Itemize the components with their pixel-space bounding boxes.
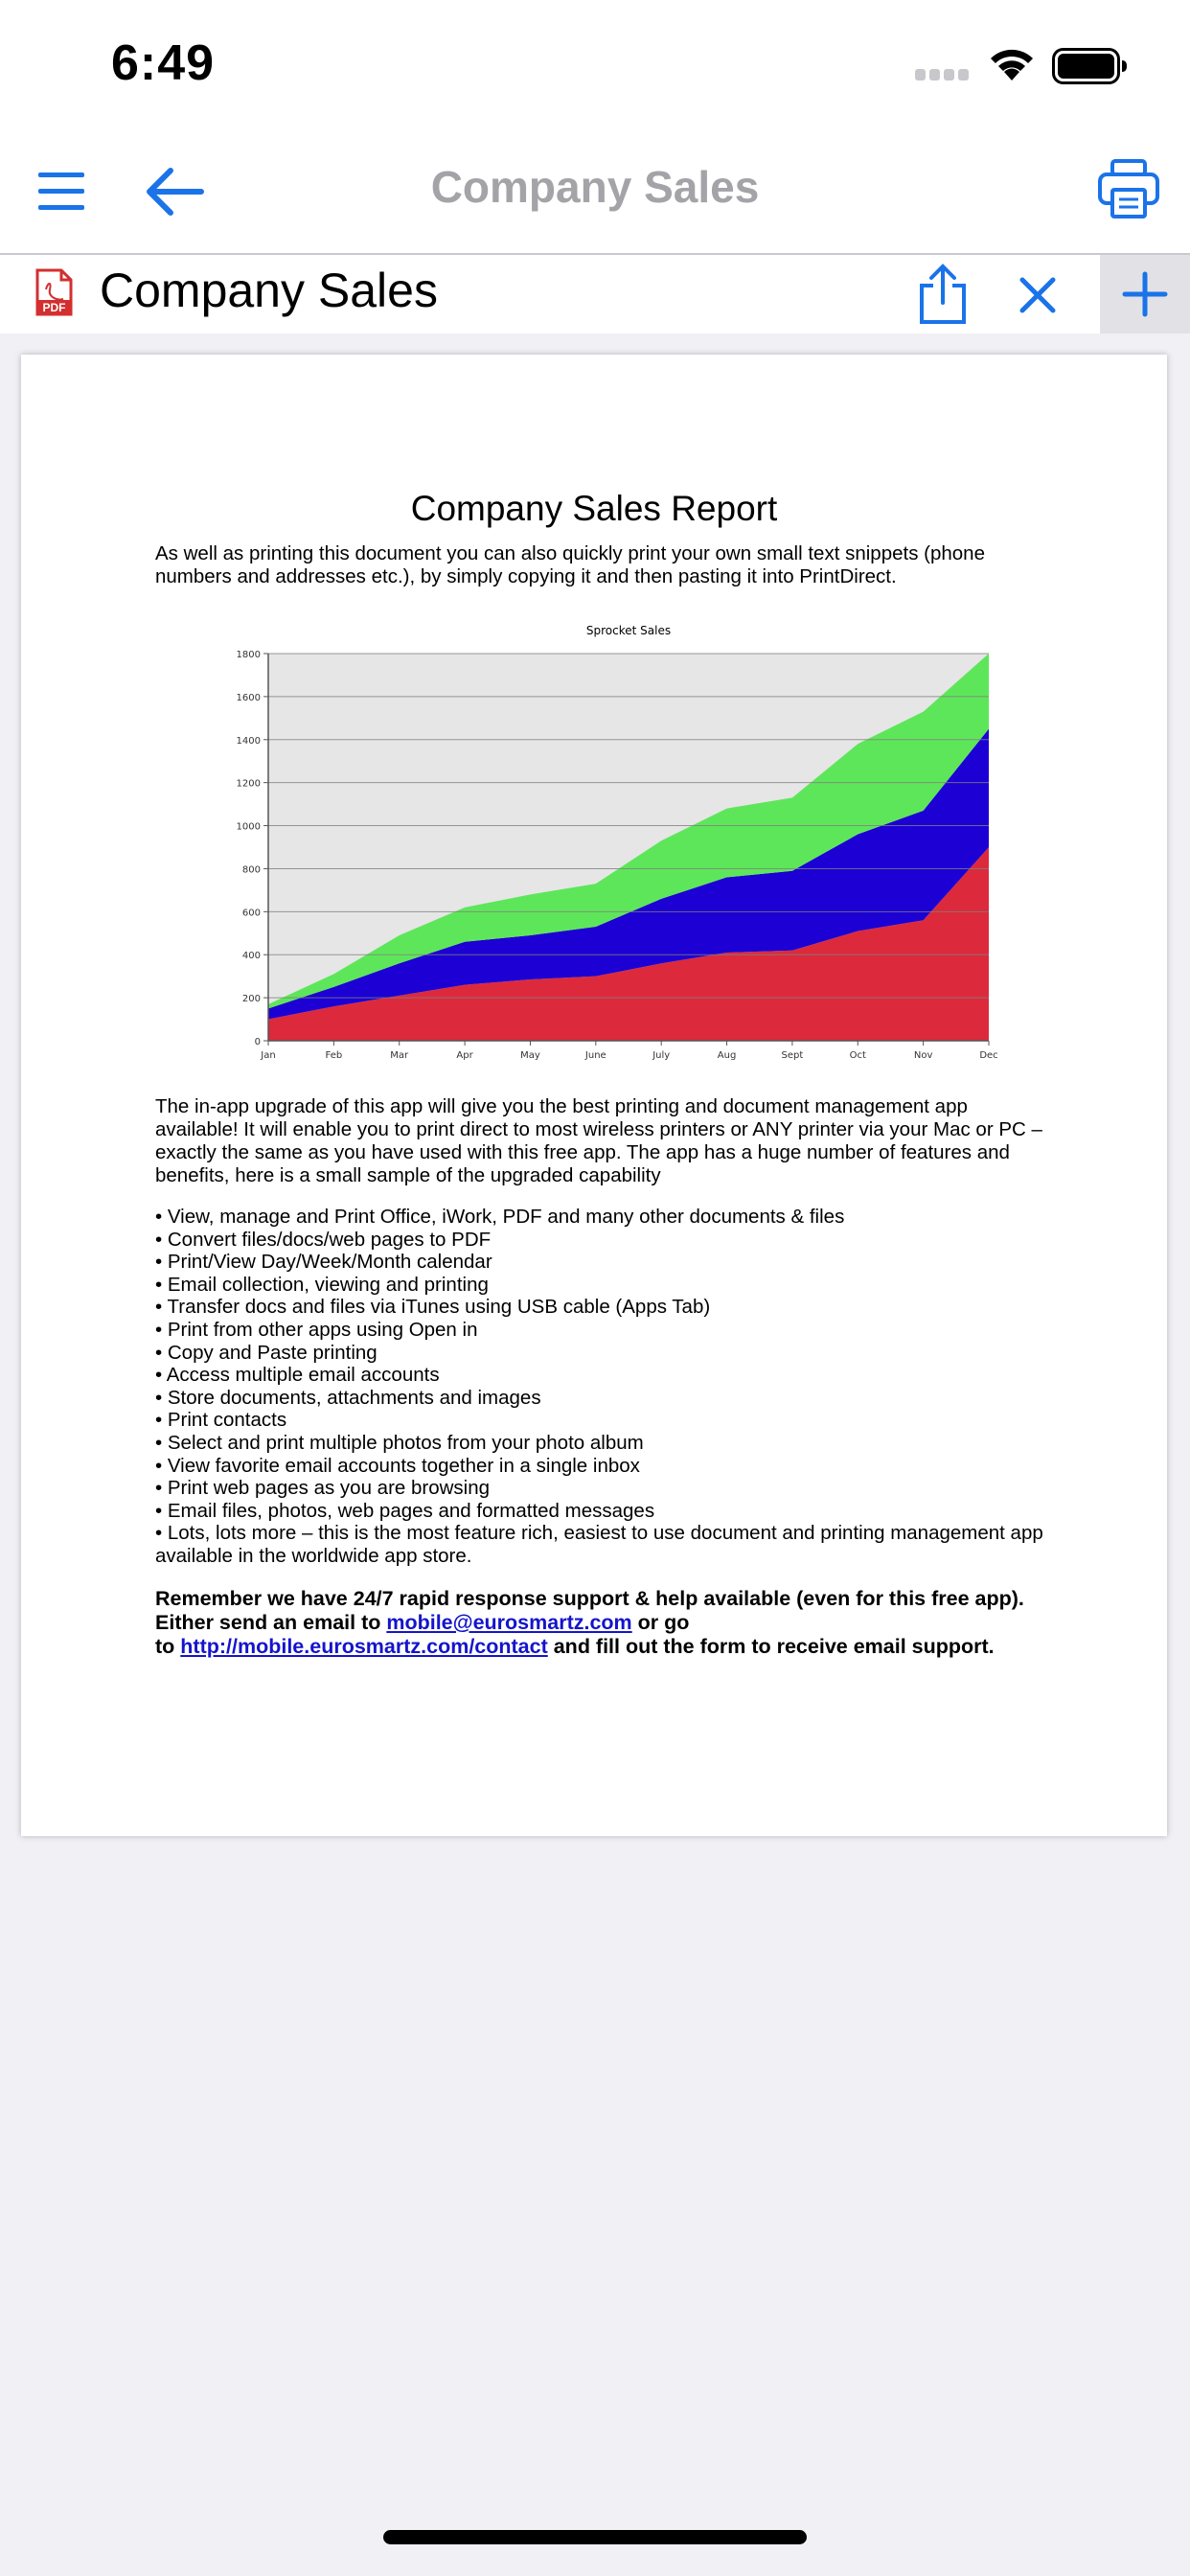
status-bar [0,0,1190,134]
nav-title: Company Sales [430,162,760,212]
feature-list-item: • Transfer docs and files via iTunes using USB cable (Apps Tab) [155,1296,711,1319]
chart-title: Sprocket Sales [585,624,672,637]
share-icon[interactable] [916,263,970,326]
chart-y-tick-label: 1000 [236,821,261,833]
feature-list-item: • Print contacts [155,1409,287,1432]
upgrade-paragraph: The in-app upgrade of this app will give you the best printing and document management app available! It will enable you to print direct to most wireless printers or ANY printer via your Mac or PC – exactly the same as you have used with this free app. The app has a huge number of features and benefits, here is a small sample of the upgraded capability [155,1095,1042,1186]
feature-list-item: • Print from other apps using Open in [155,1318,478,1341]
support-line-1: Remember we have 24/7 rapid response support & help available (even for this free app). [155,1587,1024,1610]
chart-x-tick-label: Sept [781,1050,804,1061]
navigation-bar [0,134,1190,255]
document-page[interactable] [21,355,1167,1836]
feature-list-item: • Print web pages as you are browsing [155,1477,491,1500]
chart-x-tick-label: Nov [913,1050,933,1061]
report-title: Company Sales Report [410,489,778,528]
chart-y-tick-label: 1600 [236,692,261,703]
chart-y-tick-label: 400 [241,951,261,962]
chart-x-tick-label: Feb [325,1050,343,1061]
chart-x-tick-label: Dec [979,1050,998,1061]
printer-icon[interactable] [1097,157,1160,220]
chart-x-tick-label: June [584,1050,606,1061]
chart-y-tick-label: 1200 [236,778,261,790]
chart-x-tick-label: Aug [717,1050,737,1061]
add-tab-button[interactable] [1100,255,1190,334]
intro-paragraph: As well as printing this document you can also quickly print your own small text snippets (phone numbers and addresses etc.), by simply copying it and then pasting it into PrintDirect. [155,542,985,587]
battery-icon [1052,48,1129,84]
plus-icon [1100,255,1190,334]
chart-x-tick-label: Jan [261,1050,276,1061]
chart-x-tick-label: July [652,1050,671,1061]
feature-list-item: • Copy and Paste printing [155,1341,378,1364]
pdf-file-icon [34,268,73,316]
cellular-signal-icon [915,69,971,80]
status-time: 6:49 [111,35,216,91]
feature-list [155,1206,1056,1568]
feature-list-item: • Print/View Day/Week/Month calendar [155,1251,492,1274]
chart-y-tick-label: 800 [241,864,261,876]
feature-list-item: • Email collection, viewing and printing [155,1273,489,1296]
document-tab-bar [0,255,1190,334]
feature-list-item: • Store documents, attachments and images [155,1386,541,1409]
support-email-link[interactable]: mobile@eurosmartz.com [386,1611,632,1634]
support-line-3: to http://mobile.eurosmartz.com/contact and fill out the form to receive email support. [155,1635,995,1658]
home-indicator[interactable] [383,2530,807,2544]
support-url-link[interactable]: http://mobile.eurosmartz.com/contact [180,1635,548,1658]
feature-list-item: • Access multiple email accounts [155,1364,440,1387]
chart-x-tick-label: Mar [390,1050,409,1061]
chart-y-tick-label: 1800 [236,650,261,660]
document-name: Company Sales [100,264,438,317]
chart-y-tick-label: 200 [241,994,261,1005]
support-text [155,1587,1075,1659]
feature-list-item: • Email files, photos, web pages and formatted messages [155,1499,655,1522]
feature-list-item: • Convert files/docs/web pages to PDF [155,1228,492,1251]
chart-y-tick-label: 1400 [236,735,261,747]
feature-list-item: • Lots, lots more – this is the most feature rich, easiest to use document and printing management app available in the worldwide app store. [155,1522,1043,1567]
chart-y-tick-label: 600 [241,908,261,919]
feature-list-item: • Select and print multiple photos from your photo album [155,1431,644,1454]
feature-list-item: • View favorite email accounts together in a single inbox [155,1454,640,1477]
chart-y-tick-label: 0 [254,1037,261,1047]
chart-x-tick-label: Apr [456,1050,473,1061]
chart-x-tick-label: Oct [849,1050,866,1061]
support-line-2: Either send an email to mobile@eurosmartz.com or go [155,1611,690,1634]
wifi-icon [987,44,1037,82]
close-icon[interactable] [1018,276,1057,314]
chart-x-tick-label: May [520,1050,540,1061]
svg-text:PDF: PDF [42,301,66,314]
feature-list-item: • View, manage and Print Office, iWork, PDF and many other documents & files [155,1206,845,1228]
